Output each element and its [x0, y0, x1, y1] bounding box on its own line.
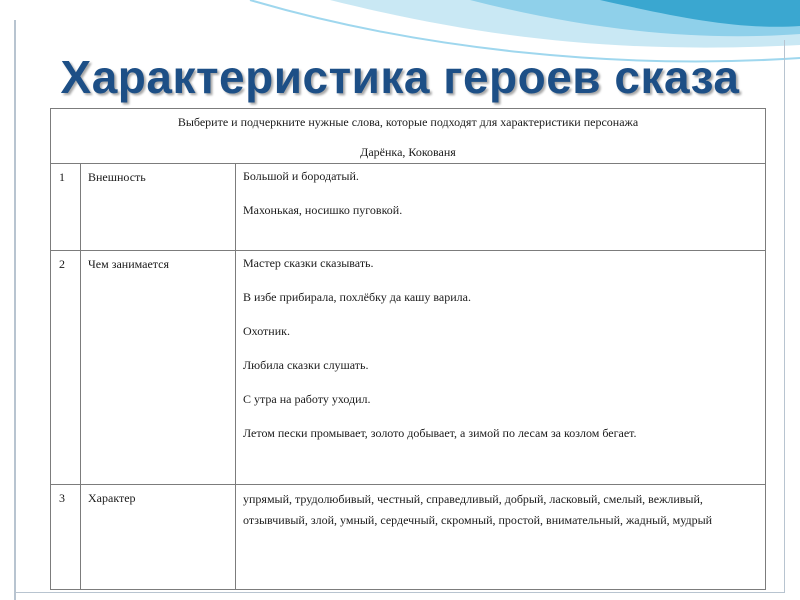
table-header-cell [51, 109, 766, 164]
option-item[interactable]: Махонькая, носишко пуговкой. [243, 203, 403, 217]
option-item[interactable]: Охотник. [243, 324, 290, 338]
instruction-text: Выберите и подчеркните нужные слова, которые подходят для характеристики персонажа [177, 115, 639, 129]
row-number: 2 [51, 251, 81, 485]
option-item[interactable]: В избе прибирала, похлёбку да кашу варила. [243, 290, 471, 304]
character-names: Дарёнка, Кокованя [360, 145, 456, 159]
page-title: Характеристика героев сказа [60, 51, 740, 103]
row-category: Внешность [81, 164, 236, 251]
left-frame-line [14, 20, 16, 600]
row-number: 3 [51, 485, 81, 590]
characteristics-table [50, 108, 766, 590]
right-frame-line [784, 40, 785, 593]
option-item[interactable]: Большой и бородатый. [243, 169, 359, 183]
row-options [236, 251, 766, 485]
table-row [51, 485, 766, 590]
row-category: Характер [81, 485, 236, 590]
option-item[interactable]: С утра на работу уходил. [243, 392, 371, 406]
row-options [236, 485, 766, 590]
row-options [236, 164, 766, 251]
option-item[interactable]: Мастер сказки сказывать. [243, 256, 374, 270]
option-item[interactable]: Летом пески промывает, золото добывает, а зимой по лесам за козлом бегает. [243, 426, 637, 440]
row-number: 1 [51, 164, 81, 251]
table-row [51, 251, 766, 485]
trait-list[interactable]: упрямый, трудолюбивый, честный, справедливый, добрый, ласковый, смелый, вежливый, отзывчивый, злой, умный, сердечный, скромный, простой, внимательный, жадный, мудрый [243, 492, 713, 527]
table-header-row [51, 109, 766, 164]
row-category: Чем занимается [81, 251, 236, 485]
table-row [51, 164, 766, 251]
bottom-frame-line [14, 592, 784, 593]
option-item[interactable]: Любила сказки слушать. [243, 358, 369, 372]
